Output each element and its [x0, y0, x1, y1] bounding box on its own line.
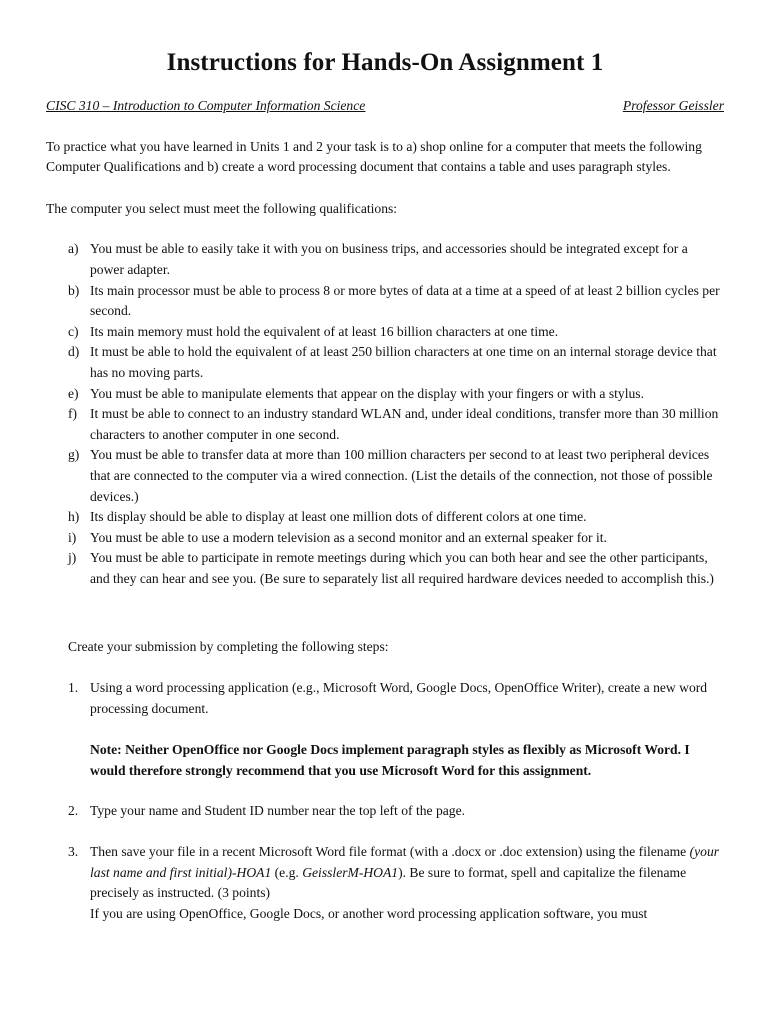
step-item [46, 801, 724, 822]
step-body [90, 842, 724, 924]
list-item-text: It must be able to hold the equivalent of at least 250 billion characters at one time on an internal storage device that has no moving parts. [90, 344, 717, 380]
list-marker: h) [68, 509, 80, 525]
intro-paragraph: To practice what you have learned in Units 1 and 2 your task is to a) shop online for a computer that meets the following Computer Qualifications and b) create a word processing document that contains a table and uses paragraph styles. [46, 138, 702, 175]
list-marker: f) [68, 406, 78, 422]
list-marker: i) [68, 529, 77, 545]
list-item-text: Its main memory must hold the equivalent of at least 16 billion characters at one time. [90, 323, 559, 339]
step-text-part: Then save your file in a recent Microsoft Word file format (with a .docx or .doc extension) using the filename [90, 844, 690, 860]
list-item-text: It must be able to connect to an industry standard WLAN and, under ideal conditions, transfer more than 30 million characters to another computer in one second. [90, 406, 719, 442]
list-item-text: Its main processor must be able to process 8 or more bytes of data at a time at a speed of at least 2 billion cycles per second. [90, 282, 720, 319]
list-item [46, 239, 724, 280]
step-text-part: (e.g. [271, 864, 303, 880]
course-name: CISC 310 – Introduction to Computer Information Science [46, 98, 366, 113]
list-marker: b) [68, 282, 80, 298]
list-item-text: You must be able to use a modern television as a second monitor and an external speaker for it. [90, 529, 607, 545]
steps-list [46, 678, 724, 924]
list-item-text: You must be able to easily take it with you on business trips, and accessories should be integrated except for a power adapter. [90, 241, 688, 277]
list-item [46, 548, 724, 589]
step-marker: 2. [68, 803, 79, 819]
list-item [46, 342, 724, 383]
step-text-part: ). Be sure to format, spell and capitalize the filename precisely as instructed. (3 points) [90, 864, 687, 901]
list-marker: j) [68, 550, 77, 566]
list-marker: c) [68, 323, 79, 339]
list-marker: g) [68, 447, 80, 463]
list-item [46, 528, 724, 549]
qualifications-intro: The computer you select must meet the following qualifications: [46, 200, 398, 216]
list-item [46, 507, 724, 528]
step-item [46, 842, 724, 924]
step-marker: 3. [68, 844, 79, 860]
steps-intro: Create your submission by completing the following steps: [68, 639, 389, 655]
list-item [46, 384, 724, 405]
list-item-text: You must be able to transfer data at more than 100 million characters per second to at least two peripheral devices that are connected to the computer via a wired connection. (List the details of the connection, not those of possible devices.) [90, 447, 713, 504]
list-item-text: You must be able to manipulate elements that appear on the display with your fingers or with a stylus. [90, 385, 644, 401]
list-marker: d) [68, 344, 80, 360]
step-text: Using a word processing application (e.g., Microsoft Word, Google Docs, OpenOffice Writer), create a new word processing document. [90, 680, 708, 716]
filename-example: GeisslerM-HOA1 [302, 864, 399, 880]
list-item-text: You must be able to participate in remote meetings during which you can both hear and see the other participants, and they can hear and see you. (Be sure to separately list all required hardware devices needed to accomplish this.) [90, 550, 714, 586]
filename-pattern: (your last name and first initial)-HOA1 [90, 844, 720, 880]
list-item [46, 404, 724, 445]
step-body [90, 678, 724, 781]
page-title: Instructions for Hands-On Assignment 1 [166, 49, 604, 76]
step-text: Type your name and Student ID number near the top left of the page. [90, 803, 466, 819]
list-item [46, 445, 724, 507]
step-marker: 1. [68, 680, 79, 696]
step-body [90, 801, 724, 822]
list-marker: a) [68, 241, 79, 257]
list-marker: e) [68, 385, 79, 401]
step-item [46, 678, 724, 781]
step-text [90, 842, 724, 904]
list-item [46, 322, 724, 343]
list-item [46, 281, 724, 322]
qualifications-list [46, 239, 724, 589]
list-item-text: Its display should be able to display at least one million dots of different colors at one time. [90, 509, 587, 525]
professor-name: Professor Geissler [622, 98, 724, 113]
step-text-continued: If you are using OpenOffice, Google Docs, or another word processing application software, you must [90, 905, 648, 921]
course-header [46, 96, 724, 117]
step-note: Note: Neither OpenOffice nor Google Docs implement paragraph styles as flexibly as Microsoft Word. I would therefore strongly recommend that you use Microsoft Word for this assignment. [90, 742, 690, 778]
